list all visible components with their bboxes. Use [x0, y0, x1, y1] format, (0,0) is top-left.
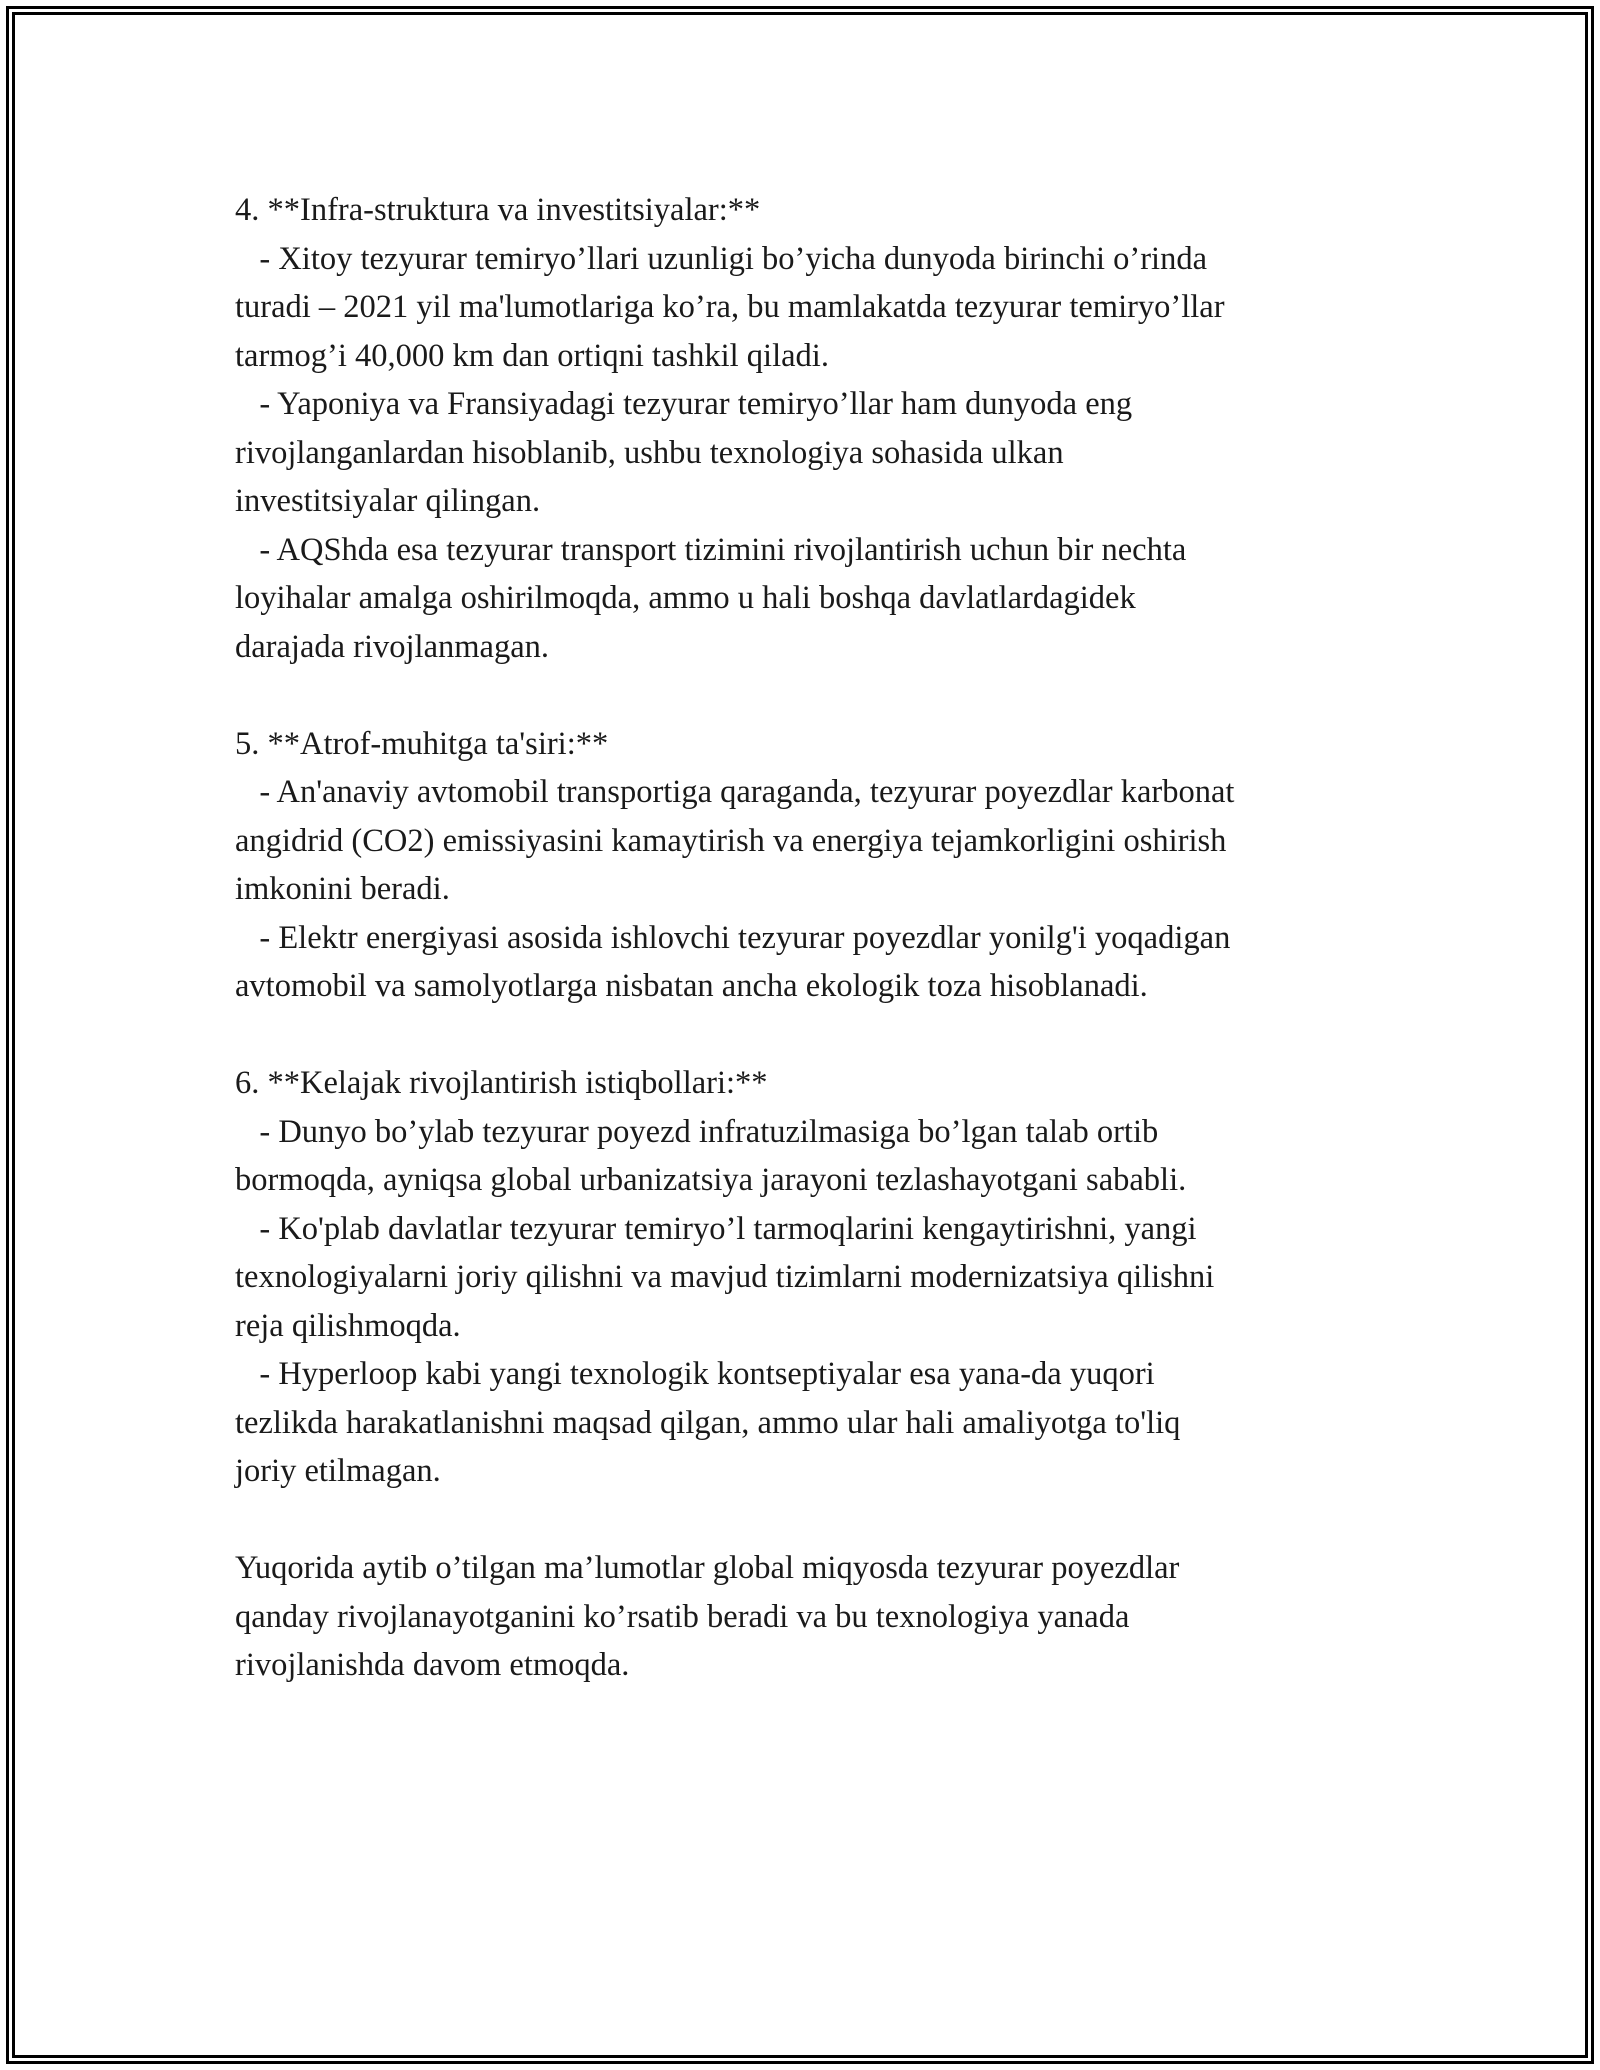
conclusion-paragraph [235, 1544, 1395, 1690]
text-line: - AQShda esa tezyurar transport tizimini rivojlantirish uchun bir nechta [235, 531, 1187, 568]
text-line: investitsiyalar qilingan. [235, 483, 541, 519]
section-heading: 4. **Infra-struktura va investitsiyalar:** [235, 192, 761, 228]
text-line: qanday rivojlanayotganini ko’rsatib beradi va bu texnologiya yanada [235, 1598, 1130, 1635]
text-line: - Yaponiya va Fransiyadagi tezyurar temiryo’llar ham dunyoda eng [235, 386, 1133, 422]
text-line: tezlikda harakatlanishni maqsad qilgan, ammo ular hali amaliyotga to'liq [235, 1404, 1181, 1441]
text-line: - Elektr energiyasi asosida ishlovchi tezyurar poyezdlar yonilg'i yoqadigan [235, 919, 1231, 956]
text-line: - Xitoy tezyurar temiryo’llari uzunligi bo’yicha dunyoda birinchi o’rinda [235, 240, 1208, 277]
text-line: - An'anaviy avtomobil transportiga qaraganda, tezyurar poyezdlar karbonat [235, 774, 1235, 810]
section-heading: 6. **Kelajak rivojlantirish istiqbollari:** [235, 1065, 768, 1101]
text-line: tarmog’i 40,000 km dan ortiqni tashkil qiladi. [235, 337, 829, 374]
paragraph-gap [235, 671, 1395, 720]
paragraph-gap [235, 1011, 1395, 1060]
section-environment [235, 720, 1395, 1011]
document-body [235, 186, 1395, 1690]
text-line: bormoqda, ayniqsa global urbanizatsiya jarayoni tezlashayotgani sababli. [235, 1162, 1187, 1198]
text-line: turadi – 2021 yil ma'lumotlariga ko’ra, bu mamlakatda tezyurar temiryo’llar [235, 289, 1225, 325]
text-line: darajada rivojlanmagan. [235, 628, 550, 665]
section-infrastructure [235, 186, 1395, 671]
text-line: Yuqorida aytib o’tilgan ma’lumotlar global miqyosda tezyurar poyezdlar [235, 1550, 1180, 1586]
text-line: avtomobil va samolyotlarga nisbatan ancha ekologik toza hisoblanadi. [235, 968, 1148, 1004]
paragraph-gap [235, 1496, 1395, 1545]
text-line: - Hyperloop kabi yangi texnologik kontseptiyalar esa yana-da yuqori [235, 1356, 1155, 1392]
text-line: angidrid (CO2) emissiyasini kamaytirish va energiya tejamkorligini oshirish [235, 822, 1227, 859]
text-line: joriy etilmagan. [235, 1453, 441, 1489]
text-line: rivojlanishda davom etmoqda. [235, 1647, 630, 1683]
text-line: reja qilishmoqda. [235, 1307, 461, 1344]
text-line: rivojlanganlardan hisoblanib, ushbu texnologiya sohasida ulkan [235, 434, 1064, 471]
text-line: imkonini beradi. [235, 871, 450, 907]
section-heading: 5. **Atrof-muhitga ta'siri:** [235, 725, 609, 762]
text-line: - Ko'plab davlatlar tezyurar temiryo’l tarmoqlarini kengaytirishni, yangi [235, 1210, 1197, 1247]
section-future-prospects [235, 1059, 1395, 1496]
text-line: texnologiyalarni joriy qilishni va mavjud tizimlarni modernizatsiya qilishni [235, 1259, 1215, 1295]
text-line: - Dunyo bo’ylab tezyurar poyezd infratuzilmasiga bo’lgan talab ortib [235, 1113, 1159, 1150]
text-line: loyihalar amalga oshirilmoqda, ammo u hali boshqa davlatlardagidek [235, 580, 1136, 616]
